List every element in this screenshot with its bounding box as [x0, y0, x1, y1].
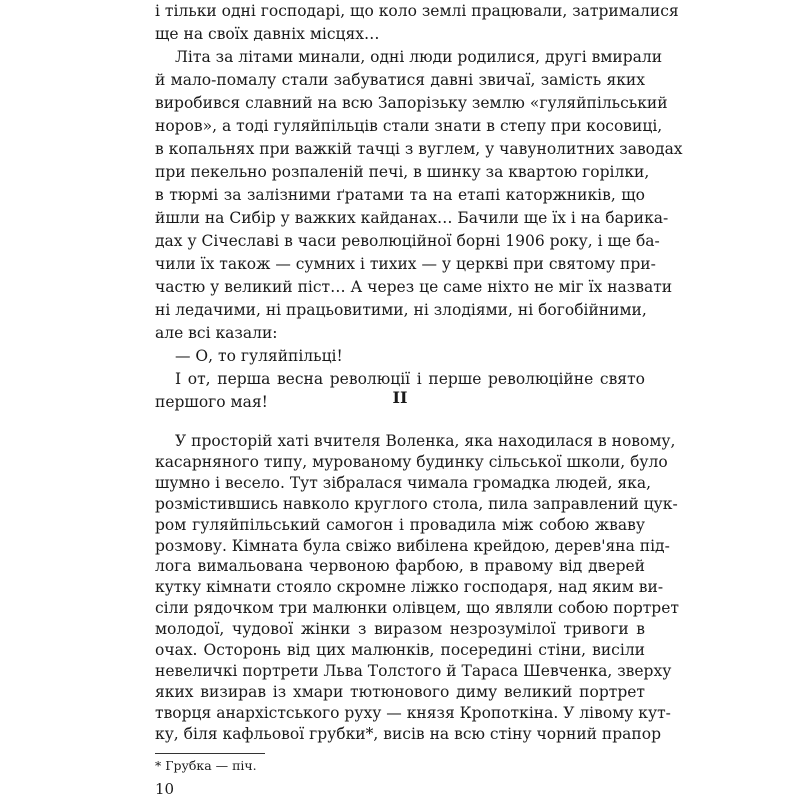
text-line: ром гуляйпільський самогон і провадила між собою жваву — [155, 515, 645, 534]
text-line: дах у Січеславі в часи революційної борні 1906 року, і ще ба- — [155, 232, 660, 250]
text-line: чили їх також — сумних і тихих — у церкві при святому при- — [155, 255, 656, 273]
page-number: 10 — [155, 780, 175, 798]
text-line: норов», а тоді гуляйпільців стали знати в степу при косовиці, — [155, 117, 663, 135]
dialogue-line: — О, то гуляйпільці! — [175, 347, 343, 365]
text-line: ку, біля кафльової грубки*, висів на всю стіну чорний прапор — [155, 724, 662, 743]
text-line: кутку кімнати стояло скромне ліжко господаря, над яким ви- — [155, 578, 664, 597]
text-line: розмову. Кімната була свіжо вибілена крейдою, дерев'яна під- — [155, 536, 670, 555]
chapter-heading: II — [392, 388, 408, 407]
footnote: * Грубка — піч. — [155, 758, 257, 773]
text-line: йшли на Сибір у важких кайданах… Бачили ще їх і на барика- — [155, 209, 669, 227]
text-line: ще на своїх давніх місцях… — [155, 25, 380, 43]
text-line: касарняного типу, мурованому будинку сільської школи, було — [155, 452, 668, 471]
text-line: творця анархістського руху — князя Кропоткіна. У лівому кут- — [155, 703, 671, 722]
text-line: Літа за літами минали, одні люди родилися, другі вмирали — [175, 48, 663, 66]
text-line: сіли рядочком три малюнки олівцем, що являли собою портрет — [155, 599, 679, 618]
text-line: в копальнях при важкій тачці з вуглем, у чавунолитних заводах — [155, 140, 683, 158]
text-line: молодої, чудової жінки з виразом незрозумілої тривоги в — [155, 620, 645, 639]
text-line: яких визирав із хмари тютюнового диму великий портрет — [155, 682, 645, 701]
text-line: У просторій хаті вчителя Воленка, яка находилася в новому, — [175, 432, 676, 450]
text-line: й мало-помалу стали забуватися давні звичаї, замість яких — [155, 71, 645, 89]
footnote-divider — [155, 753, 265, 754]
text-line: першого мая! — [155, 393, 268, 411]
text-line: очах. Осторонь від цих малюнків, посередині стіни, висіли — [155, 641, 645, 659]
text-line: в тюрмі за залізними ґратами та на етапі каторжників, що — [155, 186, 645, 204]
text-line: невеличкі портрети Льва Толстого й Тараса Шевченка, зверху — [155, 661, 672, 680]
text-line: шумно і весело. Тут зібралася чимала громадка людей, яка, — [155, 473, 652, 492]
text-line: ні ледачими, ні працьовитими, ні злодіями, ні богобійними, — [155, 301, 647, 319]
text-line: і тільки одні господарі, що коло землі працювали, затрималися — [155, 2, 679, 20]
text-line: лога вимальована червоною фарбою, в правому від дверей — [155, 557, 645, 576]
text-line: при пекельно розпаленій печі, в шинку за квартою горілки, — [155, 163, 650, 181]
text-line: але всі казали: — [155, 324, 278, 342]
text-line: виробився славний на всю Запорізьку землю «гуляйпільський — [155, 94, 668, 112]
text-line: частю у великий піст… А через це саме ніхто не міг їх назвати — [155, 278, 673, 296]
text-line: розмістившись навколо круглого стола, пила заправлений цук- — [155, 494, 678, 513]
text-line: І от, перша весна революції і перше революційне свято — [175, 370, 645, 388]
